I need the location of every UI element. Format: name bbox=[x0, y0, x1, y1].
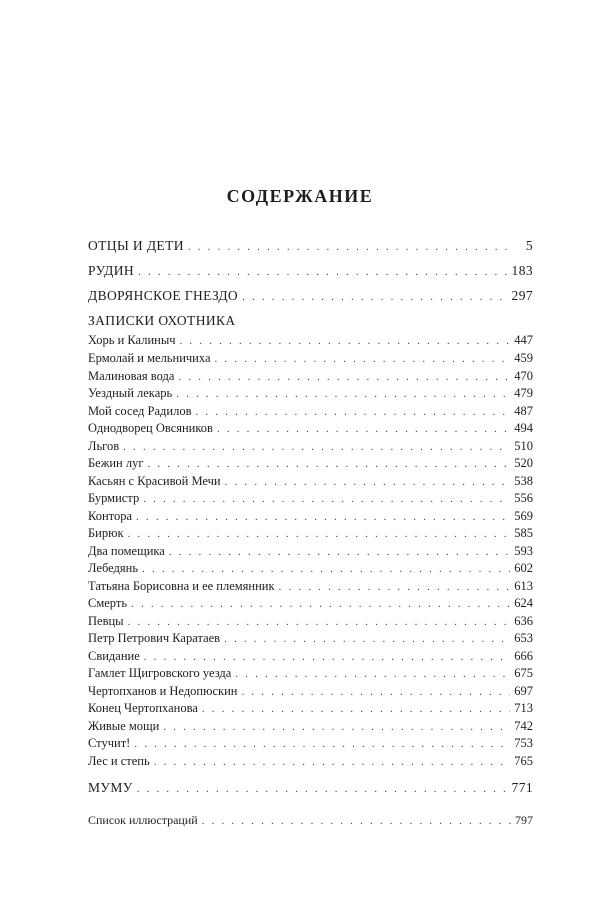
toc-entry-story[interactable] bbox=[88, 579, 533, 594]
toc-entry-story[interactable] bbox=[88, 544, 533, 559]
dot-leader bbox=[147, 458, 510, 470]
dot-leader bbox=[143, 493, 510, 505]
dot-leader bbox=[279, 581, 511, 593]
entry-title: Бурмистр bbox=[88, 491, 140, 505]
entry-title: Лес и степь bbox=[88, 754, 150, 768]
entry-title: Уездный лекарь bbox=[88, 386, 173, 400]
entry-title: ОТЦЫ И ДЕТИ bbox=[88, 238, 184, 253]
entry-title: Однодворец Овсяников bbox=[88, 421, 213, 435]
page-number: 602 bbox=[514, 561, 533, 575]
toc-entry-story[interactable] bbox=[88, 701, 533, 716]
page-number: 613 bbox=[514, 579, 533, 593]
toc-entry-story[interactable] bbox=[88, 404, 533, 419]
dot-leader bbox=[176, 388, 510, 400]
dot-leader bbox=[202, 815, 511, 827]
dot-leader bbox=[202, 703, 510, 715]
toc-entry-illustrations[interactable] bbox=[88, 813, 533, 828]
page-number: 753 bbox=[514, 736, 533, 750]
toc-entry-otcy-i-deti[interactable] bbox=[88, 238, 533, 254]
page-number: 479 bbox=[514, 386, 533, 400]
entry-title: Бирюк bbox=[88, 526, 124, 540]
dot-leader bbox=[128, 528, 511, 540]
dot-leader bbox=[154, 756, 511, 768]
page-number: 797 bbox=[515, 813, 533, 827]
entry-title: Татьяна Борисовна и ее племянник bbox=[88, 579, 275, 593]
dot-leader bbox=[180, 335, 511, 347]
entry-title: Мой сосед Радилов bbox=[88, 404, 192, 418]
entry-title: Живые мощи bbox=[88, 719, 160, 733]
toc-entry-story[interactable] bbox=[88, 684, 533, 699]
dot-leader bbox=[163, 721, 510, 733]
dot-leader bbox=[142, 563, 510, 575]
page-number: 520 bbox=[514, 456, 533, 470]
page-number: 675 bbox=[514, 666, 533, 680]
toc-entry-story[interactable] bbox=[88, 631, 533, 646]
entry-title: Стучит! bbox=[88, 736, 131, 750]
page-number: 636 bbox=[514, 614, 533, 628]
dot-leader bbox=[235, 668, 510, 680]
toc-entry-story[interactable] bbox=[88, 736, 533, 751]
dot-leader bbox=[144, 651, 510, 663]
dot-leader bbox=[217, 423, 510, 435]
toc-entry-story[interactable] bbox=[88, 561, 533, 576]
page-number: 297 bbox=[511, 288, 533, 303]
toc-entry-story[interactable] bbox=[88, 474, 533, 489]
entry-title: Свидание bbox=[88, 649, 140, 663]
toc-entry-story[interactable] bbox=[88, 369, 533, 384]
toc-entry-story[interactable] bbox=[88, 649, 533, 664]
page-number: 487 bbox=[514, 404, 533, 418]
entry-title: Конец Чертопханова bbox=[88, 701, 198, 715]
dot-leader bbox=[215, 353, 511, 365]
entry-title: Чертопханов и Недопюскин bbox=[88, 684, 238, 698]
dot-leader bbox=[128, 616, 511, 628]
page-number: 653 bbox=[514, 631, 533, 645]
entry-title: Петр Петрович Каратаев bbox=[88, 631, 221, 645]
entry-title: Малиновая вода bbox=[88, 369, 175, 383]
entry-title: Два помещика bbox=[88, 544, 165, 558]
entry-title: Касьян с Красивой Мечи bbox=[88, 474, 221, 488]
page-number: 5 bbox=[525, 238, 533, 253]
toc-entry-story[interactable] bbox=[88, 333, 533, 348]
toc-entry-story[interactable] bbox=[88, 666, 533, 681]
page-number: 697 bbox=[514, 684, 533, 698]
page-number: 494 bbox=[514, 421, 533, 435]
entry-title: Лебедянь bbox=[88, 561, 139, 575]
page-number: 470 bbox=[514, 369, 533, 383]
toc-entry-rudin[interactable] bbox=[88, 263, 533, 279]
page-title: СОДЕРЖАНИЕ bbox=[226, 186, 374, 206]
entry-title: Смерть bbox=[88, 596, 128, 610]
entry-title: Певцы bbox=[88, 614, 124, 628]
toc-entry-story[interactable] bbox=[88, 509, 533, 524]
dot-leader bbox=[131, 598, 510, 610]
dot-leader bbox=[225, 476, 511, 488]
dot-leader bbox=[178, 371, 510, 383]
section-heading: ЗАПИСКИ ОХОТНИКА bbox=[88, 313, 236, 328]
entry-title: ДВОРЯНСКОЕ ГНЕЗДО bbox=[88, 288, 239, 303]
toc-entry-story[interactable] bbox=[88, 614, 533, 629]
toc-entry-dvoryanskoe-gnezdo[interactable] bbox=[88, 288, 533, 304]
page-number: 666 bbox=[514, 649, 533, 663]
page-number: 556 bbox=[514, 491, 533, 505]
entry-title: РУДИН bbox=[88, 263, 135, 278]
dot-leader bbox=[123, 441, 510, 453]
page-number: 510 bbox=[514, 439, 533, 453]
toc-entry-story[interactable] bbox=[88, 456, 533, 471]
toc-entry-story[interactable] bbox=[88, 719, 533, 734]
page-number: 538 bbox=[514, 474, 533, 488]
entry-title: МУМУ bbox=[88, 780, 133, 795]
entry-title: Ермолай и мельничиха bbox=[88, 351, 211, 365]
page-number: 765 bbox=[514, 754, 533, 768]
page-number: 459 bbox=[514, 351, 533, 365]
dot-leader bbox=[188, 241, 511, 253]
dot-leader bbox=[241, 686, 510, 698]
dot-leader bbox=[134, 738, 510, 750]
toc-entry-mumu[interactable] bbox=[88, 780, 533, 796]
page-number: 569 bbox=[514, 509, 533, 523]
dot-leader bbox=[136, 511, 510, 523]
page-number: 447 bbox=[514, 333, 533, 347]
toc-entry-story[interactable] bbox=[88, 351, 533, 366]
toc-entry-story[interactable] bbox=[88, 491, 533, 506]
entry-title: Контора bbox=[88, 509, 133, 523]
toc-entry-story[interactable] bbox=[88, 526, 533, 541]
entry-title: Льгов bbox=[88, 439, 120, 453]
page-number: 624 bbox=[514, 596, 533, 610]
dot-leader bbox=[137, 783, 508, 795]
page-number: 593 bbox=[514, 544, 533, 558]
entry-title: Хорь и Калиныч bbox=[88, 333, 176, 347]
toc-entry-story[interactable] bbox=[88, 386, 533, 401]
page-number: 585 bbox=[514, 526, 533, 540]
toc-entry-story[interactable] bbox=[88, 439, 533, 454]
page-number: 771 bbox=[511, 780, 533, 795]
entry-title: Список иллюстраций bbox=[88, 813, 198, 827]
entry-title: Гамлет Щигровского уезда bbox=[88, 666, 232, 680]
page-number: 742 bbox=[514, 719, 533, 733]
dot-leader bbox=[242, 291, 507, 303]
toc-entry-story[interactable] bbox=[88, 754, 533, 769]
toc-entry-story[interactable] bbox=[88, 421, 533, 436]
toc-entry-story[interactable] bbox=[88, 596, 533, 611]
dot-leader bbox=[224, 633, 510, 645]
dot-leader bbox=[169, 546, 510, 558]
page-number: 713 bbox=[514, 701, 533, 715]
entry-title: Бежин луг bbox=[88, 456, 144, 470]
dot-leader bbox=[138, 266, 507, 278]
page-number: 183 bbox=[511, 263, 533, 278]
dot-leader bbox=[196, 406, 511, 418]
